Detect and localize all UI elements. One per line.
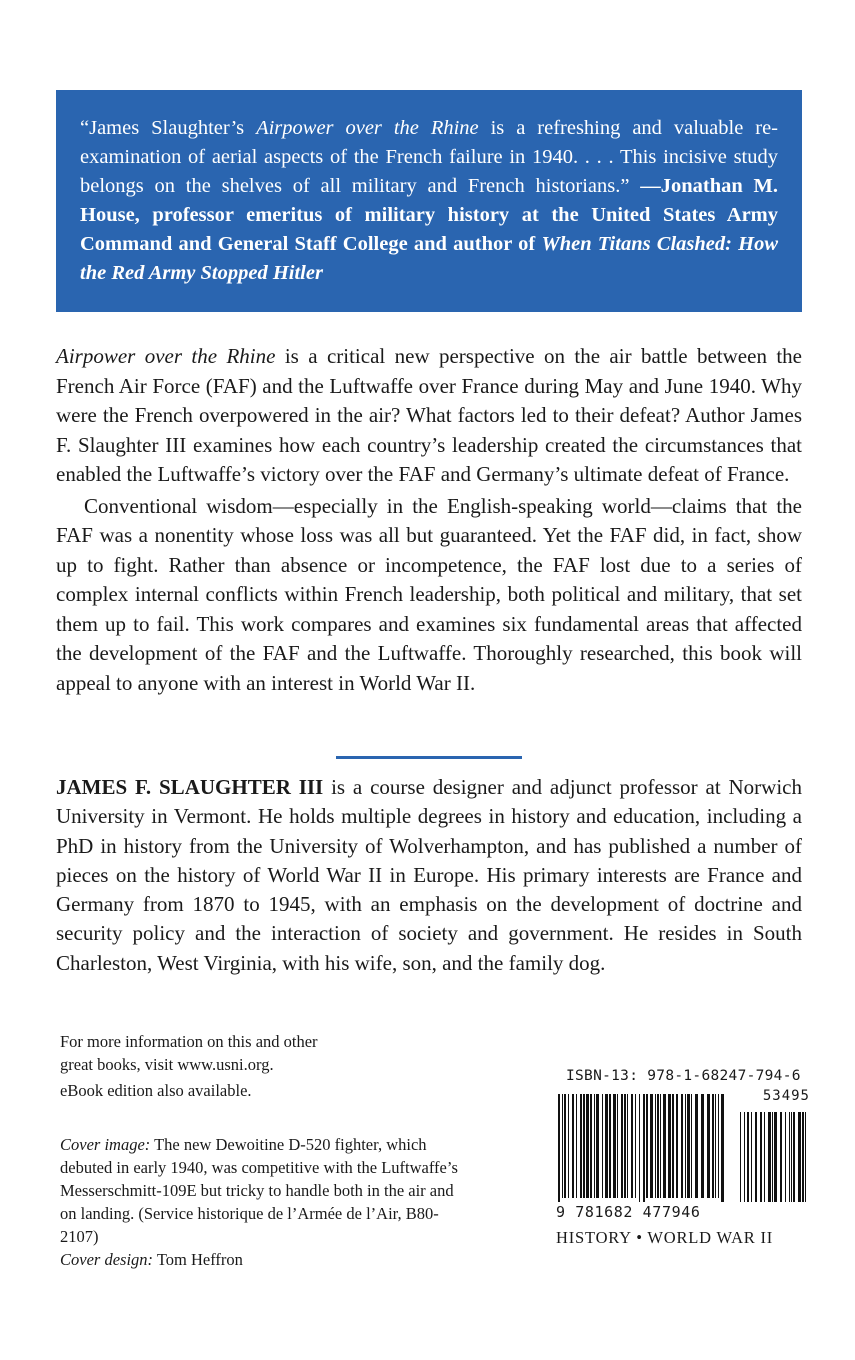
barcode-bar [707, 1094, 710, 1198]
category-label: HISTORY • WORLD WAR II [556, 1228, 774, 1247]
endorsement-author-book: When Titans Clashed: How the Red Army Stopped Hitler [80, 233, 779, 284]
addon-bar [755, 1112, 757, 1202]
isbn-barcode [556, 1068, 810, 1221]
barcode-bar [672, 1094, 674, 1198]
barcode-bar [558, 1094, 560, 1202]
addon-bar [780, 1112, 782, 1202]
barcode-bar [687, 1094, 690, 1198]
info-line-1: For more information on this and other [60, 1032, 318, 1051]
barcode-bar [655, 1094, 656, 1198]
barcode-bar [621, 1094, 623, 1198]
barcode-bar [660, 1094, 661, 1198]
barcode-bar [639, 1094, 640, 1202]
addon-bar [744, 1112, 745, 1202]
description-paragraph-2: Conventional wisdom—especially in the English-speaking world—claims that the FAF was a nonentity whose loss was all but guaranteed. Yet the FAF did, in fact, show up to fight. Rather than absence or incompetence, the FAF lost due to a series of complex internal conflicts within French leadership, both political and military, that set them up to fail. This work compares and examines six fundamental areas that affected the development of the FAF and the Luftwaffe. Thoroughly researched, this book will appeal to anyone with an interest in World War II. [56, 493, 802, 695]
book-description [56, 342, 802, 698]
author-bio-text: is a course designer and adjunct professor at Norwich University in Vermont. He holds multiple degrees in history and education, including a PhD in history from the University of Wolverhampton, and has published a number of pieces on the history of World War II in Europe. His primary interests are France and Germany from 1870 to 1945, with an emphasis on the development of doctrine and security policy and the interaction of society and government. He resides in South Charleston, West Virginia, with his wife, son, and the family dog. [56, 775, 802, 975]
endorsement-quote-end: is a refreshing and valuable re-examination of aerial aspects of the French failure in 1940. . . . This incisive study belongs on the shelves of all military and French historians.” [80, 117, 779, 197]
addon-bar [793, 1112, 795, 1202]
barcode-bar [668, 1094, 671, 1198]
barcode-bar [583, 1094, 585, 1198]
isbn-text: ISBN-13: 978-1-68247-794-6 [566, 1068, 801, 1084]
barcode-bar [663, 1094, 666, 1198]
barcode-bar [568, 1094, 569, 1198]
barcode-bar [613, 1094, 616, 1198]
price-code: 53495 [762, 1088, 810, 1104]
endorsement-box [56, 90, 802, 312]
barcode-bar [624, 1094, 626, 1198]
barcode-bar [657, 1094, 659, 1198]
addon-bar [760, 1112, 762, 1202]
author-bio [56, 773, 802, 978]
endorsement-attribution: —Jonathan M. House, professor emeritus of military history at the United States Army Command and General Staff College and author of [80, 175, 778, 255]
barcode-bar [721, 1094, 724, 1202]
barcode-bar [695, 1094, 698, 1198]
barcode-bar [676, 1094, 678, 1198]
addon-bar [789, 1112, 790, 1202]
barcode-bar [685, 1094, 686, 1198]
addon-bar [740, 1112, 741, 1202]
addon-bar [751, 1112, 752, 1202]
addon-bar [798, 1112, 801, 1202]
barcode-bar [627, 1094, 628, 1198]
barcode-bar [572, 1094, 574, 1198]
barcode-bar [617, 1094, 618, 1198]
barcode-bar [712, 1094, 714, 1198]
cover-image-text: The new Dewoitine D-520 fighter, which debuted in early 1940, was competitive with the Luftwaffe’s Messerschmitt-109E but tricky to handle both in the air and on landing. (Service historique de l’Armée de l’Air, B80-2107) [60, 1135, 458, 1246]
barcode-bar [681, 1094, 683, 1198]
addon-bar [768, 1112, 771, 1202]
barcode-bar [701, 1094, 704, 1198]
cover-image-label: Cover image: [60, 1135, 151, 1154]
barcode-bar [715, 1094, 716, 1198]
description-book-title: Airpower over the Rhine [56, 344, 276, 368]
addon-bar [802, 1112, 804, 1202]
info-line-2: great books, visit www.usni.org. [60, 1055, 274, 1074]
barcode-bars [556, 1090, 810, 1202]
barcode-bar [609, 1094, 611, 1198]
endorsement-quote-start: “James Slaughter’s [80, 117, 257, 139]
description-paragraph-1 [56, 342, 802, 490]
barcode-bar [562, 1094, 563, 1198]
cover-design-text: Tom Heffron [153, 1250, 243, 1269]
addon-bar [785, 1112, 786, 1202]
barcode-bar [718, 1094, 719, 1198]
barcode-bar [576, 1094, 577, 1198]
barcode-bar [650, 1094, 653, 1198]
addon-bar [772, 1112, 773, 1202]
ebook-note: eBook edition also available. [60, 1081, 252, 1100]
endorsement-book-title: Airpower over the Rhine [256, 117, 479, 139]
cover-design-credit [60, 1248, 460, 1271]
publisher-info [60, 1030, 460, 1076]
barcode-bar [631, 1094, 633, 1198]
barcode-bar [691, 1094, 692, 1198]
ean-digits: 9 781682 477946 [556, 1203, 701, 1221]
addon-bar [764, 1112, 765, 1202]
barcode-bar [643, 1094, 645, 1202]
barcode-bar [590, 1094, 592, 1198]
section-divider [336, 756, 522, 759]
addon-bar [747, 1112, 749, 1202]
barcode-bar [594, 1094, 595, 1198]
cover-design-label: Cover design: [60, 1250, 154, 1269]
description-p1-text: is a critical new perspective on the air battle between the French Air Force (FAF) and the Luftwaffe over France during May and June 1940. Why were the French overpowered in the air? What factors led to their defeat? Author James F. Slaughter III examines how each country’s leadership created the circumstances that enabled the Luftwaffe’s victory over the FAF and Germany’s ultimate defeat of France. [56, 344, 802, 486]
barcode-bar [602, 1094, 603, 1198]
cover-image-credit [60, 1133, 460, 1248]
barcode-bar [586, 1094, 589, 1198]
barcode-bar [635, 1094, 636, 1198]
barcode-bar [605, 1094, 608, 1198]
barcode-bar [564, 1094, 566, 1198]
barcode-bar [580, 1094, 582, 1198]
barcode-bar [646, 1094, 648, 1198]
addon-bar [791, 1112, 792, 1202]
addon-bar [774, 1112, 777, 1202]
barcode-bar [596, 1094, 599, 1198]
addon-bar [805, 1112, 806, 1202]
author-name: JAMES F. SLAUGHTER III [56, 775, 324, 799]
